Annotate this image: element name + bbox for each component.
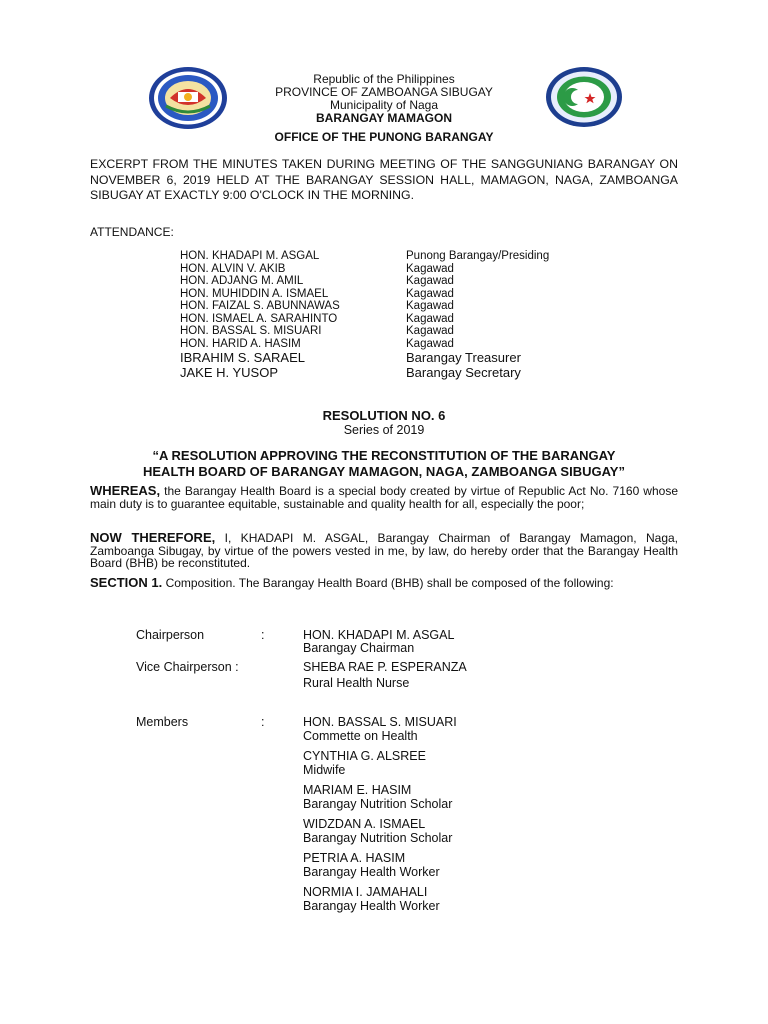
member-title: Midwife	[303, 763, 346, 777]
attendee-name: HON. MUHIDDIN A. ISMAEL	[180, 287, 329, 300]
attendee-name: HON. FAIZAL S. ABUNNAWAS	[180, 300, 340, 312]
members-label: Members	[136, 715, 189, 729]
attendee-role: Barangay Secretary	[406, 365, 521, 380]
header-line-barangay: BARANGAY MAMAGON	[315, 111, 452, 125]
member-name: WIDZDAN A. ISMAEL	[303, 817, 426, 831]
vice-chairperson-title: Rural Health Nurse	[303, 676, 410, 690]
attendee-name: HON. ALVIN V. AKIB	[180, 262, 286, 275]
attendee-role: Kagawad	[406, 287, 454, 300]
excerpt-paragraph: EXCERPT FROM THE MINUTES TAKEN DURING MEETING OF THE SANGGUNIANG BARANGAY ON NOVEMBER 6, 2019 HELD AT THE BARANGAY SESSION HALL, MAMAGON, NAGA, ZAMBOANGA SIBUGAY AT EXACTLY 9:00 O'CLOCK IN THE MORNING.	[90, 157, 678, 202]
attendee-name: HON. ADJANG M. AMIL	[180, 275, 304, 287]
vice-chairperson-name: SHEBA RAE P. ESPERANZA	[303, 660, 467, 674]
header-line-municipality: Municipality of Naga	[329, 98, 439, 112]
attendee-role: Kagawad	[406, 262, 454, 275]
member-title: Commette on Health	[303, 729, 418, 743]
member-name: HON. BASSAL S. MISUARI	[303, 715, 457, 729]
member-title: Barangay Health Worker	[303, 899, 440, 913]
attendee-name: HON. ISMAEL A. SARAHINTO	[180, 312, 338, 325]
member-name: MARIAM E. HASIM	[303, 783, 412, 797]
resolution-title-line2: HEALTH BOARD OF BARANGAY MAMAGON, NAGA, ZAMBOANGA SIBUGAY”	[143, 464, 625, 479]
attendee-role: Barangay Treasurer	[406, 350, 521, 365]
attendee-name: HON. BASSAL S. MISUARI	[180, 325, 322, 337]
attendee-role: Kagawad	[406, 312, 454, 325]
resolution-series: Series of 2019	[343, 423, 425, 437]
now-therefore-text: I, KHADAPI M. ASGAL, Barangay Chairman of Barangay Mamagon, Naga, Zamboanga Sibugay, by virtue of the powers vested in me, by law, do hereby order that the Barangay Health Board (BHB) be reconstituted.	[90, 531, 678, 570]
whereas-label: WHEREAS,	[90, 483, 161, 498]
attendee-name: IBRAHIM S. SARAEL	[180, 350, 305, 365]
whereas-text: the Barangay Health Board is a special body created by virtue of Republic Act No. 7160 whose main duty is to guarantee equitable, sustainable and quality health for all, especially the poor;	[90, 484, 678, 511]
whereas-paragraph	[90, 485, 678, 510]
office-title: OFFICE OF THE PUNONG BARANGAY	[274, 130, 494, 144]
now-therefore-label: NOW THEREFORE,	[90, 530, 216, 545]
member-title: Barangay Nutrition Scholar	[303, 831, 453, 845]
member-name: CYNTHIA G. ALSREE	[303, 749, 426, 763]
attendee-role: Kagawad	[406, 275, 454, 287]
attendee-role: Kagawad	[406, 337, 454, 350]
attendee-role: Punong Barangay/Presiding	[406, 250, 550, 262]
section1-paragraph	[90, 577, 678, 590]
members-colon: :	[261, 715, 265, 729]
section1-label: SECTION 1.	[90, 575, 163, 590]
attendance-label: ATTENDANCE:	[90, 225, 174, 239]
member-title: Barangay Nutrition Scholar	[303, 797, 453, 811]
chairperson-title: Barangay Chairman	[303, 641, 415, 655]
attendee-name: HON. KHADAPI M. ASGAL	[180, 250, 320, 262]
attendee-role: Kagawad	[406, 325, 454, 337]
attendee-role: Kagawad	[406, 300, 454, 312]
header-line-province: PROVINCE OF ZAMBOANGA SIBUGAY	[275, 85, 493, 99]
header-line-republic: Republic of the Philippines	[313, 72, 455, 86]
chairperson-colon: :	[261, 628, 265, 642]
chairperson-label: Chairperson	[136, 628, 205, 642]
chairperson-name: HON. KHADAPI M. ASGAL	[303, 628, 455, 642]
attendee-name: HON. HARID A. HASIM	[180, 337, 301, 350]
member-title: Barangay Health Worker	[303, 865, 440, 879]
section1-text: Composition. The Barangay Health Board (BHB) shall be composed of the following:	[162, 576, 614, 590]
member-name: NORMIA I. JAMAHALI	[303, 885, 428, 899]
member-name: PETRIA A. HASIM	[303, 851, 406, 865]
resolution-title-line1: “A RESOLUTION APPROVING THE RECONSTITUTION OF THE BARANGAY	[152, 448, 616, 463]
attendee-name: JAKE H. YUSOP	[180, 365, 279, 380]
vice-chairperson-label: Vice Chairperson :	[136, 660, 239, 674]
now-therefore-paragraph	[90, 532, 678, 570]
resolution-number: RESOLUTION NO. 6	[322, 408, 446, 423]
